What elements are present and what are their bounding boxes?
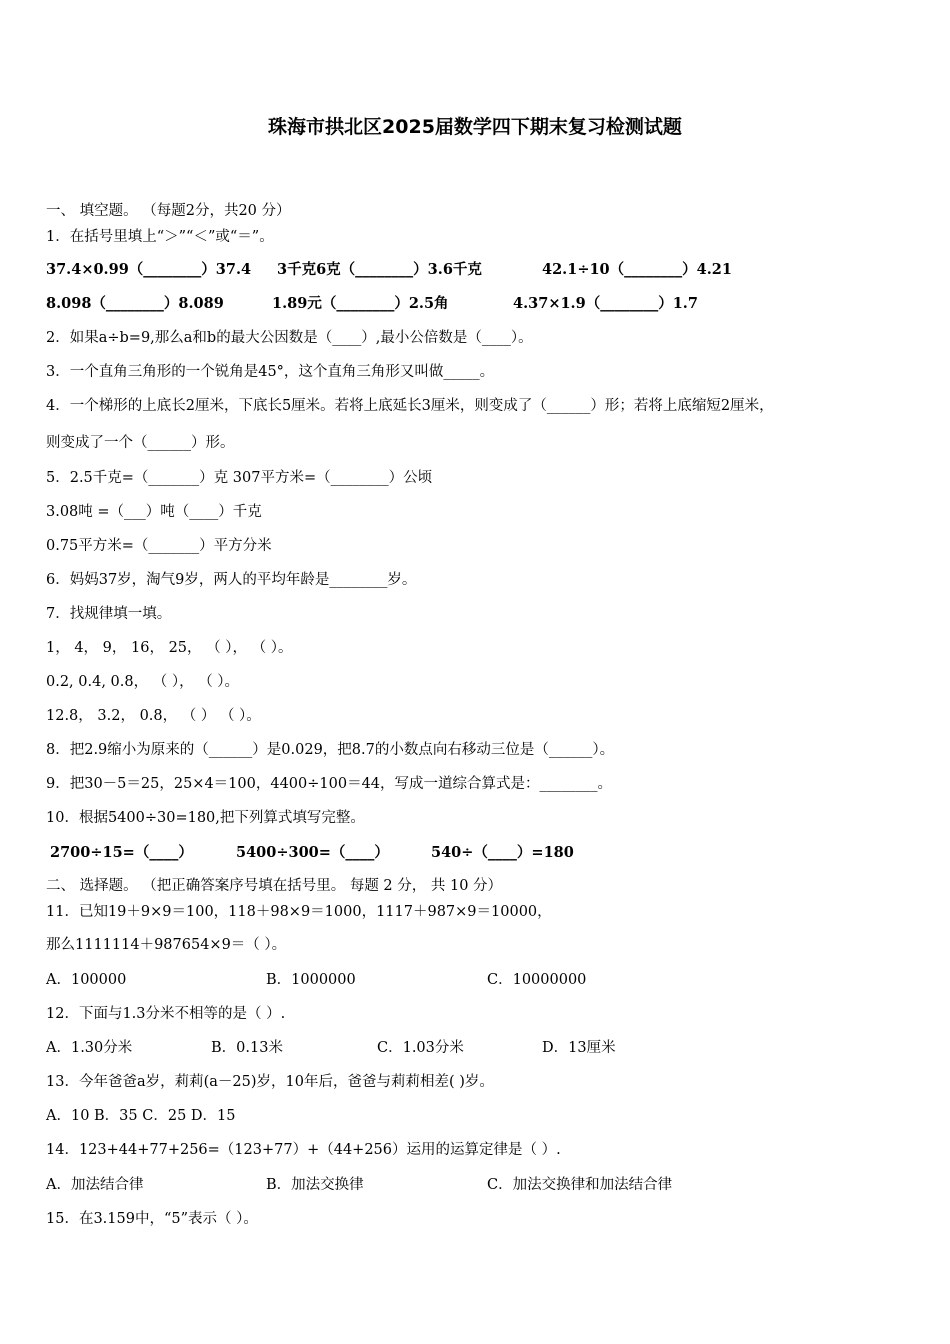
q14-option: C．加法交换律和加法结合律 bbox=[487, 1177, 673, 1193]
q11-option: C．10000000 bbox=[487, 972, 587, 988]
q12-option: C．1.03分米 bbox=[377, 1040, 464, 1056]
q10-part: 2700÷15=（____） bbox=[50, 844, 193, 861]
q1-item: 1.89元（________）2.5角 bbox=[272, 295, 449, 312]
q15: 15．在3.159中，“5”表示（ ）。 bbox=[46, 1211, 258, 1227]
q11-option: B．1000000 bbox=[266, 972, 356, 988]
q7-line1: 1， 4， 9， 16， 25， （ ）， （ ）。 bbox=[46, 640, 293, 656]
q12-option: D．13厘米 bbox=[542, 1040, 616, 1056]
q11-line1: 11．已知19＋9×9＝100，118＋98×9＝1000，1117＋987×9＝10000， bbox=[46, 904, 552, 920]
q1-item: 37.4×0.99（________）37.4 bbox=[46, 261, 252, 278]
q1-item: 4.37×1.9（________）1.7 bbox=[513, 295, 698, 312]
q8: 8．把2.9缩小为原来的（______）是0.029，把8.7的小数点向右移动三位是（______）。 bbox=[46, 742, 615, 758]
q2: 2．如果a÷b=9,那么a和b的最大公因数是（____）,最小公倍数是（____）。 bbox=[46, 330, 533, 346]
q14-option: A．加法结合律 bbox=[46, 1177, 144, 1193]
q4-line1: 4．一个梯形的上底长2厘米，下底长5厘米。若将上底延长3厘米，则变成了（______）形；若将上底缩短2厘米， bbox=[46, 398, 774, 414]
q11-line2: 那么1111114＋987654×9＝（ ）。 bbox=[46, 937, 287, 953]
section-2-heading: 二、 选择题。 （把正确答案序号填在括号里。 每题 2 分， 共 10 分） bbox=[46, 878, 503, 894]
q9: 9．把30－5＝25，25×4＝100，4400÷100＝44，写成一道综合算式是：________。 bbox=[46, 776, 613, 792]
q10-part: 5400÷300=（____） bbox=[236, 844, 389, 861]
q5-line2: 3.08吨 =（___）吨（____）千克 bbox=[46, 504, 262, 520]
q12-option: A．1.30分米 bbox=[46, 1040, 133, 1056]
q10-stem: 10．根据5400÷30=180,把下列算式填写完整。 bbox=[46, 810, 365, 826]
q13-options: A．10 B．35 C．25 D．15 bbox=[46, 1108, 236, 1124]
q7-line2: 0.2, 0.4, 0.8， （ ）， （ ）。 bbox=[46, 674, 240, 690]
q1-item: 42.1÷10（________）4.21 bbox=[542, 261, 732, 278]
q11-option: A．100000 bbox=[46, 972, 127, 988]
q7-line3: 12.8， 3.2， 0.8， （ ） （ ）。 bbox=[46, 708, 261, 724]
q5-line3: 0.75平方米=（_______）平方分米 bbox=[46, 538, 272, 554]
q14-stem: 14．123+44+77+256=（123+77）+（44+256）运用的运算定律是（ ）. bbox=[46, 1142, 561, 1158]
q13-stem: 13．今年爸爸a岁，莉莉(a－25)岁，10年后，爸爸与莉莉相差( )岁。 bbox=[46, 1074, 494, 1090]
q1-stem: 1．在括号里填上“＞”“＜”或“＝”。 bbox=[46, 229, 274, 245]
section-1-heading: 一、 填空题。 （每题2分，共20 分） bbox=[46, 203, 291, 219]
q10-part: 540÷（____）=180 bbox=[431, 844, 574, 861]
q4-line2: 则变成了一个（______）形。 bbox=[46, 435, 235, 451]
q3: 3．一个直角三角形的一个锐角是45°，这个直角三角形又叫做_____。 bbox=[46, 364, 495, 380]
q7-stem: 7．找规律填一填。 bbox=[46, 606, 172, 622]
q12-option: B．0.13米 bbox=[211, 1040, 283, 1056]
q14-option: B．加法交换律 bbox=[266, 1177, 364, 1193]
q12-stem: 12．下面与1.3分米不相等的是（ ）. bbox=[46, 1006, 286, 1022]
q5-line1: 5．2.5千克=（_______）克 307平方米=（________）公顷 bbox=[46, 470, 433, 486]
q1-item: 8.098（________）8.089 bbox=[46, 295, 224, 312]
q6: 6．妈妈37岁，淘气9岁，两人的平均年龄是________岁。 bbox=[46, 572, 417, 588]
q1-item: 3千克6克（________）3.6千克 bbox=[277, 261, 482, 278]
page-title: 珠海市拱北区2025届数学四下期末复习检测试题 bbox=[268, 116, 682, 138]
